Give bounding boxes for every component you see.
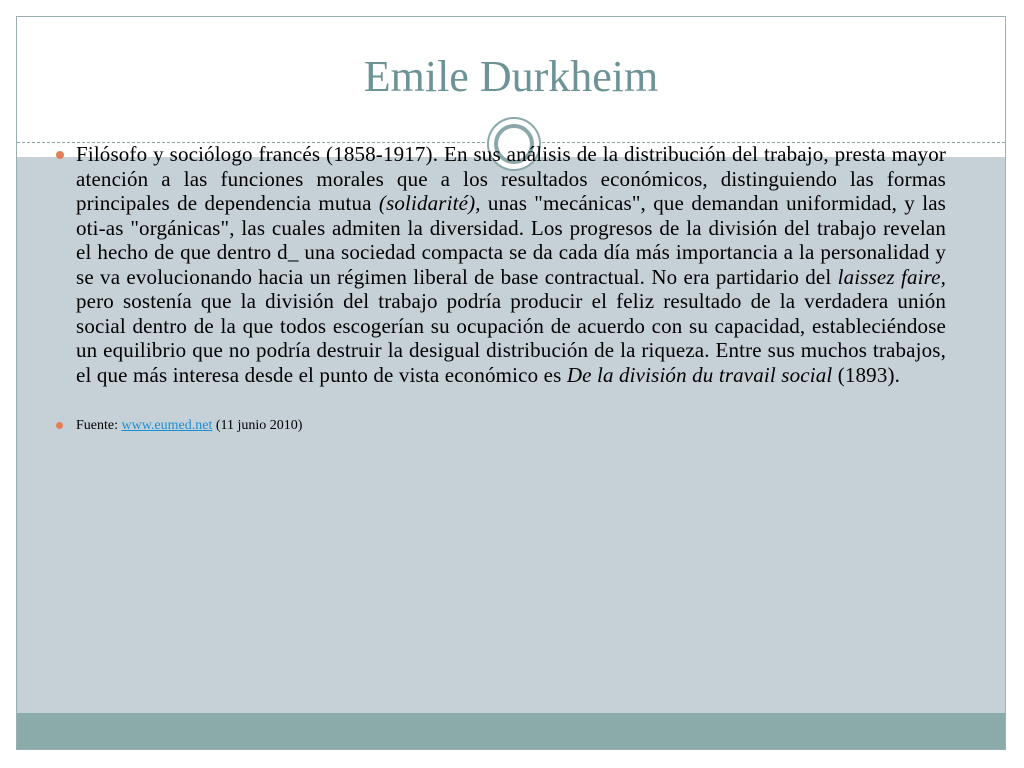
source-label: Fuente: xyxy=(76,418,122,433)
slide-title: Emile Durkheim xyxy=(363,52,659,101)
italic-book-title: De la división du travail social xyxy=(566,362,833,387)
italic-laissez-faire: laissez faire, xyxy=(837,264,946,289)
source-link[interactable]: www.eumed.net xyxy=(121,418,213,433)
paragraph-text: (1893). xyxy=(832,362,901,387)
list-item xyxy=(56,417,946,435)
list-item xyxy=(56,142,946,387)
slide-content xyxy=(56,142,946,435)
footer-band xyxy=(17,713,1005,749)
bullet-icon xyxy=(56,151,64,159)
bullet-icon xyxy=(56,422,63,429)
source-line xyxy=(76,417,946,435)
paragraph-text: pero sostenía que la división del trabajo podría producir el feliz resultado de la verdadera unión social dentro de la que todos escogerían su ocupación de acuerdo con su capacidad, estableciéndose un equilibrio que no podría destruir la desigual distribución de la riqueza. Entre sus muchos trabajos, el que más interesa desde el punto de vista económico es xyxy=(76,289,946,387)
source-date: (11 junio 2010) xyxy=(212,418,303,433)
main-paragraph xyxy=(76,142,946,387)
italic-solidarite: (solidarité), xyxy=(378,191,481,215)
paragraph-text: Filósofo y sociólogo francés (1858-1917). En sus análisis de la distribución del trabajo, presta mayor atención a las funciones morales que a los resultados económicos, distinguiendo las formas principales de dependencia mutua xyxy=(76,142,946,215)
paragraph-text: unas "mecánicas", que demandan uniformidad, y las oti-as "orgánicas", las cuales admiten la diversidad. Los progresos de la división del trabajo revelan el hecho de que dentro d_ una sociedad compacta se da cada día más importancia a la personalidad y se va evolucionando hacia un régimen liberal de base contractual. No era partidario del xyxy=(76,191,946,289)
